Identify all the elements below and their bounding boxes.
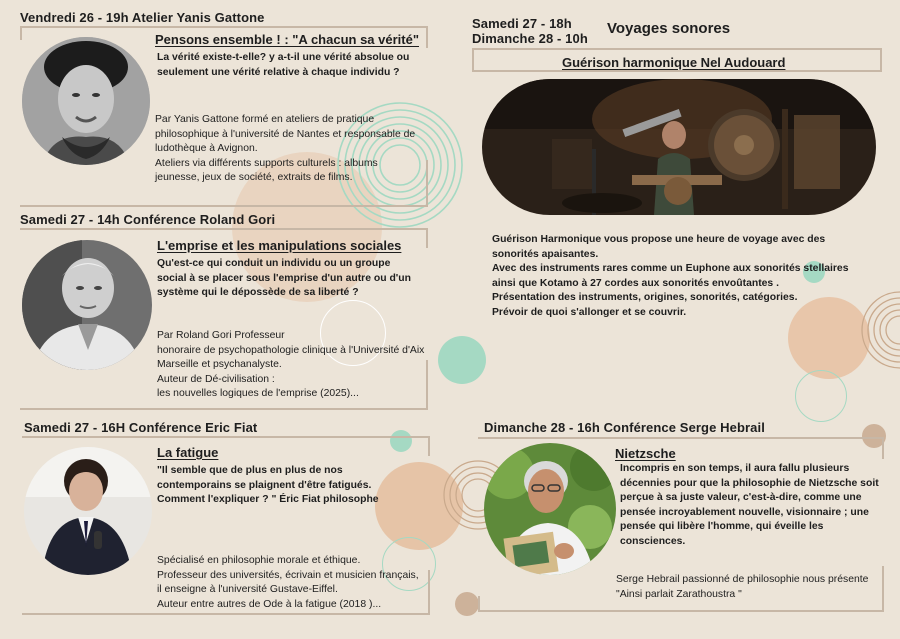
event-question-gori: Qu'est-ce qui conduit un individu ou un groupe social à se placer sous l'emprise d'un autre ou d'un système qui le dépossède de sa liberté ? <box>157 258 411 298</box>
event-description-gattone: Par Yanis Gattone formé en ateliers de pratique philosophique à l'université de Nantes et responsable de ludothèque à Avignon. Ateliers via différents supports culturels : albums jeunesse, jeux de société, extraits de films. <box>155 114 416 183</box>
frame-line <box>20 228 426 230</box>
frame-line <box>472 48 882 50</box>
frame-line <box>478 610 884 612</box>
speaker-photo-roland-gori <box>22 240 152 370</box>
frame-line <box>478 437 882 439</box>
decorative-green-circle <box>438 336 486 384</box>
frame-line <box>20 408 428 410</box>
frame-line <box>426 26 428 48</box>
event-title-voyages: Guérison harmonique Nel Audouard <box>562 55 786 70</box>
frame-line <box>472 70 882 72</box>
frame-line <box>20 205 428 207</box>
event-presenter-hebrail: Serge Hebrail passionné de philosophie nous présente "Ainsi parlait Zarathoustra " <box>616 574 869 600</box>
frame-line <box>882 437 884 459</box>
event-question-fiat: "Il semble que de plus en plus de nos contemporains se plaignent d'être fatigués. Comment l'expliquer ? " Éric Fiat philosophe <box>157 465 379 505</box>
event-title-hebrail: Nietzsche <box>615 446 676 461</box>
frame-line <box>428 570 430 614</box>
decorative-tan-circle <box>455 592 479 616</box>
event-date-gattone: Vendredi 26 - 19h Atelier Yanis Gattone <box>20 10 265 25</box>
event-title-fiat: La fatigue <box>157 445 219 460</box>
event-date-hebrail: Dimanche 28 - 16h Conférence Serge Hebrail <box>484 420 765 435</box>
frame-line <box>478 596 480 610</box>
speaker-photo-serge-hebrail <box>484 443 616 575</box>
event-description-fiat: Spécialisé en philosophie morale et éthique. Professeur des universités, écrivain et musicien français, il enseigne à l'université Gustave-Eiffel. Auteur entre autres de Ode à la fatigue (2018 )... <box>157 555 419 610</box>
event-title-gori: L'emprise et les manipulations sociales <box>157 238 402 253</box>
event-date-voyages-2: Dimanche 28 - 10h <box>472 31 588 46</box>
frame-line <box>426 360 428 408</box>
frame-line <box>22 613 430 615</box>
event-date-voyages-1: Samedi 27 - 18h <box>472 16 572 31</box>
speaker-photo-yanis-gattone <box>22 37 150 165</box>
frame-line <box>426 160 428 205</box>
frame-line <box>20 26 22 40</box>
frame-line <box>20 26 426 28</box>
section-heading-voyages: Voyages sonores <box>607 20 731 37</box>
performance-photo <box>482 79 876 215</box>
frame-line <box>472 48 474 72</box>
frame-line <box>22 436 428 438</box>
frame-line <box>880 48 882 72</box>
event-description-hebrail: Incompris en son temps, il aura fallu plusieurs décennies pour que la philosophie de Nietzsche soit perçue à sa juste valeur, c'est-à-dire, comme une pensée incroyablement nouvelle, visionnaire ; une pensée qui libère l'homme, qui éveille les consciences. <box>620 463 879 547</box>
event-date-gori: Samedi 27 - 14h Conférence Roland Gori <box>20 212 276 227</box>
decorative-green-circle <box>390 430 412 452</box>
event-title-gattone: Pensons ensemble ! : "A chacun sa vérité" <box>155 32 419 47</box>
speaker-photo-eric-fiat <box>24 447 152 575</box>
event-description-voyages: Guérison Harmonique vous propose une heure de voyage avec des sonorités apaisantes. Avec des instruments rares comme un Euphone aux sonorités stellaires ainsi que Kotamo à 27 cordes aux sonorités envoûtantes . Présentation des instruments, origines, sonorités, catégories. Prévoir de quoi s'allonger et se couvrir. <box>492 234 849 318</box>
frame-line <box>426 228 428 248</box>
frame-line <box>428 436 430 456</box>
decorative-ring <box>795 370 847 422</box>
event-description-gori: Par Roland Gori Professeur honoraire de psychopathologie clinique à l'Université d'Aix Marseille et psychanalyste. Auteur de Dé-civilisation : les nouvelles logiques de l'emprise (2025)... <box>157 330 425 399</box>
event-date-fiat: Samedi 27 - 16H Conférence Eric Fiat <box>24 420 258 435</box>
event-question-gattone: La vérité existe-t-elle? y a-t-il une vérité absolue ou seulement une vérité relative à chaque individu ? <box>157 52 410 78</box>
